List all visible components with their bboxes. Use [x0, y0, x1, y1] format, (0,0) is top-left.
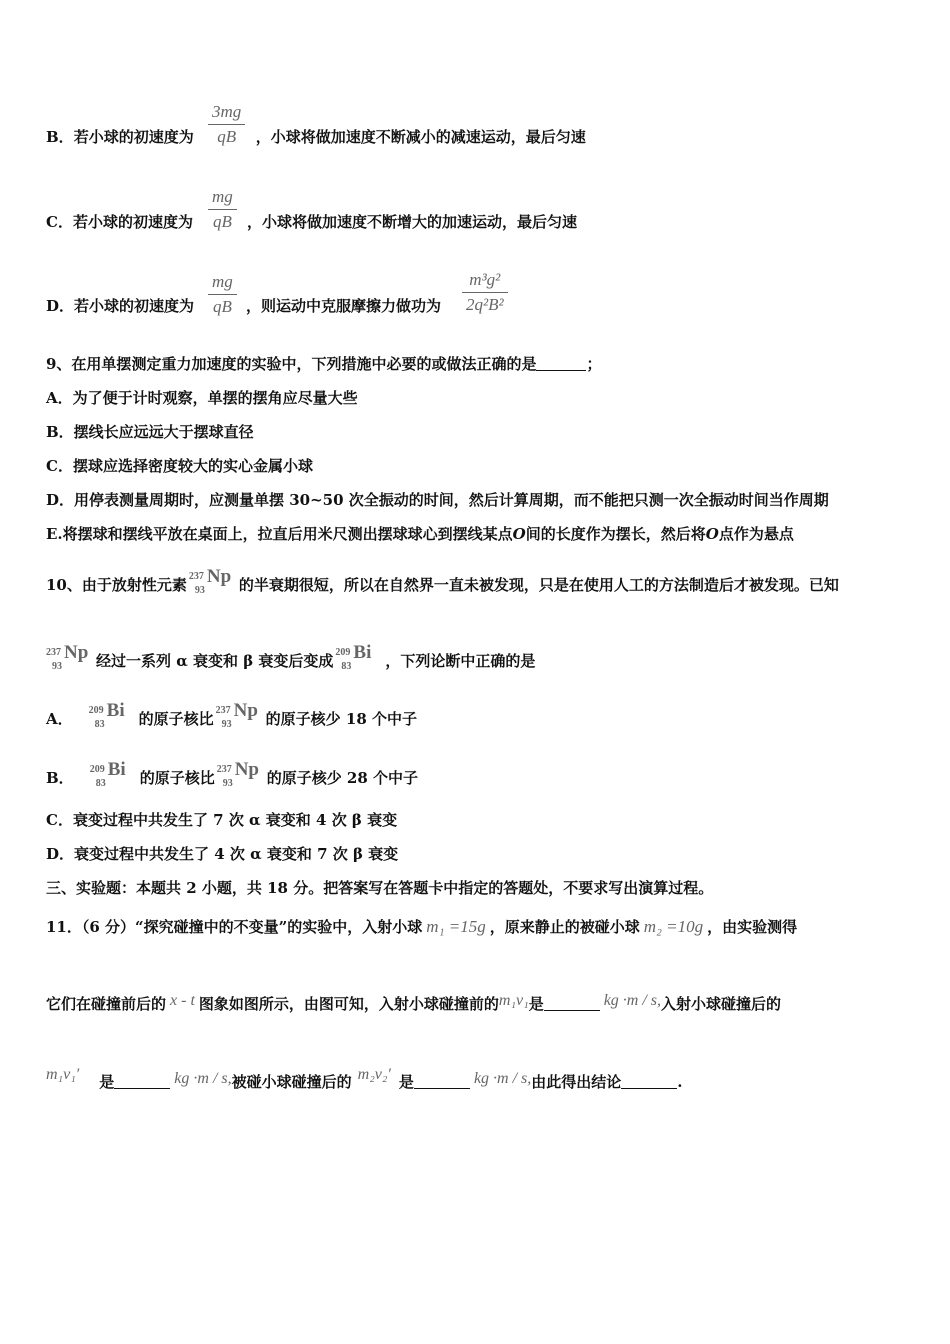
- fraction-work: m³g² 2q²B²: [462, 270, 508, 315]
- q9-option-e: E.将摆球和摆线平放在桌面上，拉直后用米尺测出摆球球心到摆线某点O间的长度作为摆长，然后将O点作为悬点: [46, 525, 794, 543]
- q11-line2: 它们在碰撞前后的 x - t 图象如图所示，由图可知，入射小球碰撞前的m₁v₁是 kg ·m / s,入射小球碰撞后的: [46, 992, 782, 1013]
- bismuth-nuclide: 209 83 Bi: [335, 642, 372, 672]
- q9-option-c: C．摆球应选择密度较大的实心金属小球: [46, 457, 313, 475]
- answer-blank[interactable]: [536, 356, 586, 371]
- q8-option-b: B．若小球的初速度为 ，小球将做加速度不断减小的减速运动，最后匀速: [46, 128, 586, 146]
- section-heading: 三、实验题：本题共 2 小题，共 18 分。把答案写在答题卡中指定的答题处，不要求写出演算过程。: [46, 879, 714, 897]
- m2-value: m₂ =10g: [643, 917, 704, 936]
- q9-option-b: B．摆线长应远远大于摆球直径: [46, 423, 254, 441]
- q10-option-b: B． 209 83 Bi 的原子核比 237 93 Np 的原子核少 28 个中子: [46, 755, 418, 793]
- q8-option-c: C．若小球的初速度为 ，小球将做加速度不断增大的加速运动，最后匀速: [46, 213, 577, 231]
- q11-line3: m₁v₁′ 是 kg ·m / s,被碰小球碰撞后的 m₂v₂′ 是 kg ·m / s,由此得出结论 .: [46, 1066, 683, 1091]
- neptunium-nuclide: 237 93 Np: [215, 700, 258, 730]
- neptunium-nuclide: 237 93 Np: [216, 759, 259, 789]
- q11-stem: 11．（6 分）“探究碰撞中的不变量”的实验中，入射小球 m₁ =15g ，原来静止的被碰小球 m₂ =10g ，由实验测得: [46, 917, 798, 936]
- option-label: B．: [46, 128, 74, 146]
- neptunium-nuclide: 237 93 Np: [188, 566, 232, 596]
- answer-blank-2[interactable]: [114, 1074, 170, 1089]
- q10-option-c: C．衰变过程中共发生了 7 次 α 衰变和 4 次 β 衰变: [46, 811, 398, 829]
- q10-stem-line2: 237 93 Np 经过一系列 α 衰变和 β 衰变后变成 209 83 Bi ，下列论断中正确的是: [46, 638, 535, 676]
- fraction-mg-over-qB: mg qB: [208, 187, 237, 232]
- fraction-3mg-over-qB: 3mg qB: [208, 102, 245, 147]
- q9-stem: 9、在用单摆测定重力加速度的实验中，下列措施中必要的或做法正确的是 ；: [46, 355, 602, 373]
- q10-option-d: D．衰变过程中共发生了 4 次 α 衰变和 7 次 β 衰变: [46, 845, 399, 863]
- answer-blank-3[interactable]: [414, 1074, 470, 1089]
- answer-blank-1[interactable]: [544, 996, 600, 1011]
- bismuth-nuclide: 209 83 Bi: [88, 700, 125, 730]
- q10-stem: 10、由于放射性元素 237 93 Np 的半衰期很短，所以在自然界一直未被发现，只是在使用人工的方法制造后才被发现。已知: [46, 562, 839, 600]
- m1-value: m₁ =15g: [426, 917, 486, 936]
- fraction-mg-over-qB-d: mg qB: [208, 272, 237, 317]
- q9-option-a: A．为了便于计时观察，单摆的摆角应尽量大些: [46, 389, 358, 407]
- bismuth-nuclide: 209 83 Bi: [89, 759, 126, 789]
- q9-option-d: D．用停表测量周期时，应测量单摆 30~50 次全振动的时间，然后计算周期，而不能把只测一次全振动时间当作周期: [46, 491, 829, 509]
- q10-option-a: A． 209 83 Bi 的原子核比 237 93 Np 的原子核少 18 个中子: [46, 696, 417, 734]
- q8-option-d: D．若小球的初速度为 ，则运动中克服摩擦力做功为: [46, 297, 442, 315]
- answer-blank-4[interactable]: [621, 1074, 677, 1089]
- neptunium-nuclide: 237 93 Np: [46, 642, 89, 672]
